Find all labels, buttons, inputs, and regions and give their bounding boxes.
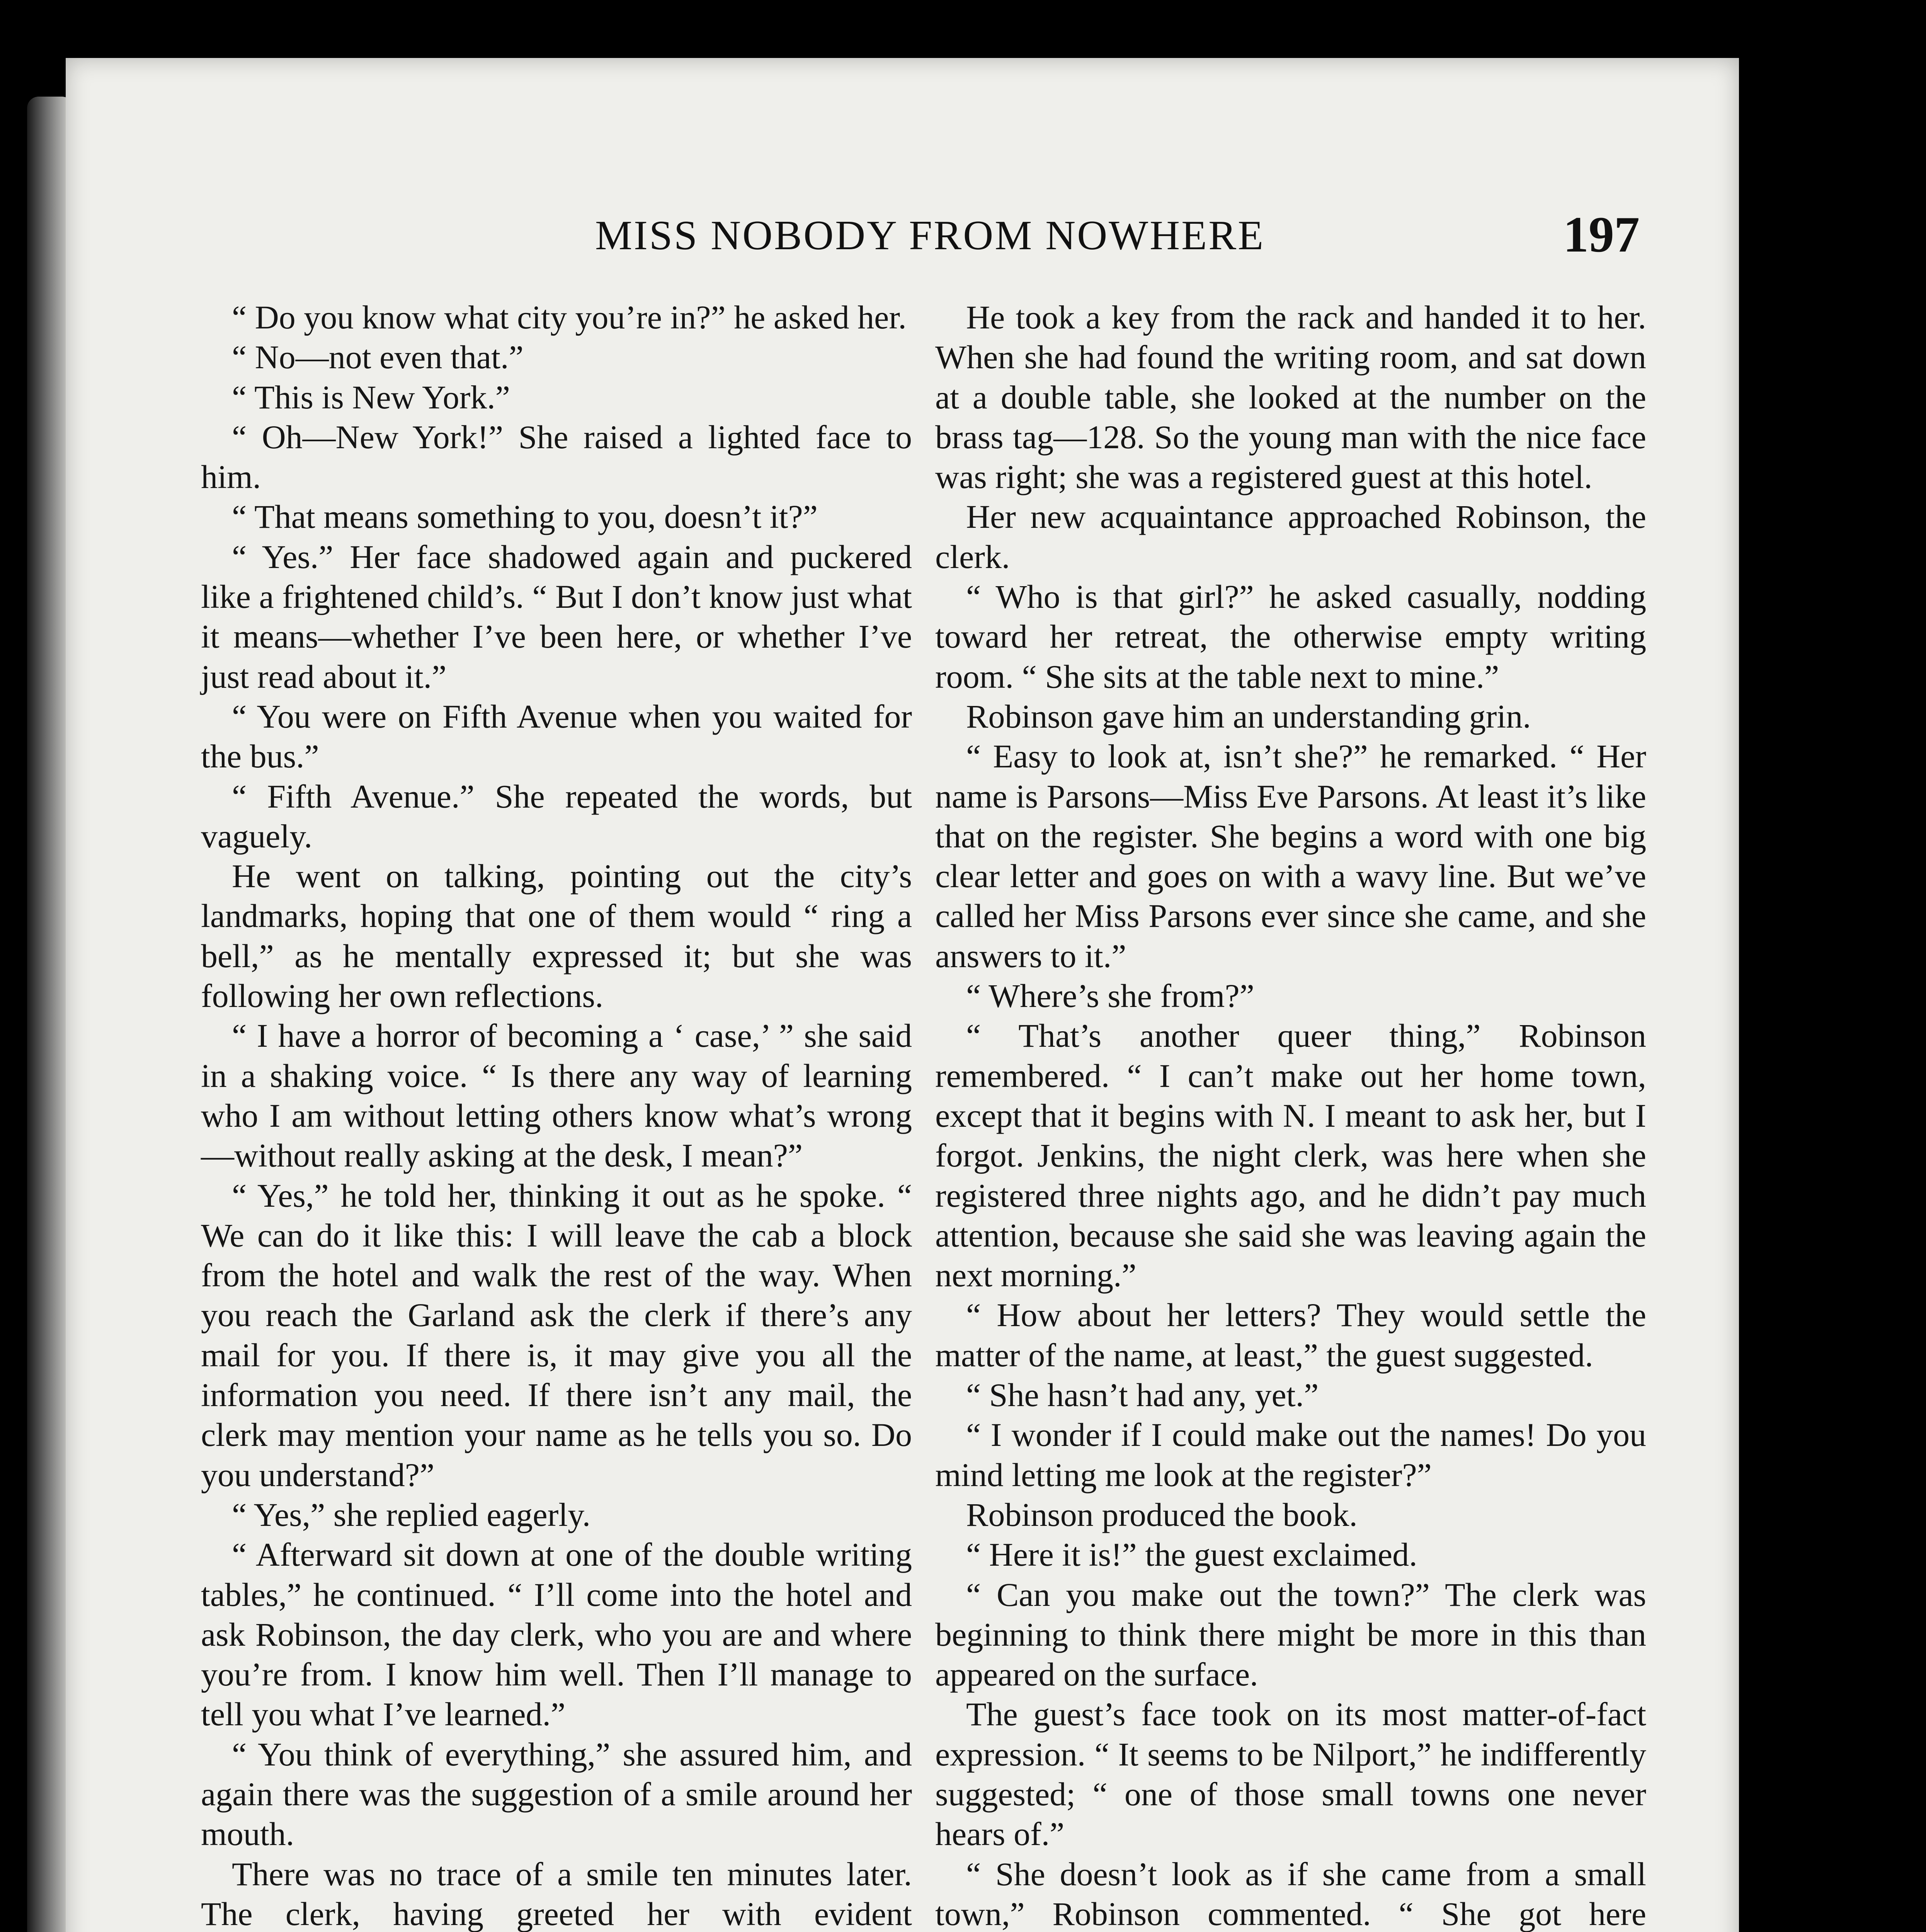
paragraph: “ No—not even that.” <box>232 338 524 376</box>
paragraph: “ Can you make out the town?” The clerk was beginning to think there might be more in this than appeared on the surface. <box>935 1576 1646 1693</box>
paragraph: “ How about her letters? They would settle the matter of the name, at least,” the guest suggested. <box>935 1296 1646 1374</box>
paragraph: “ This is New York.” <box>232 378 510 416</box>
left-text-column <box>201 298 912 1932</box>
paragraph: “ That means something to you, doesn’t it?” <box>232 498 818 536</box>
paragraph: Her new acquaintance approached Robinson, the clerk. <box>935 498 1646 575</box>
paragraph: “ Who is that girl?” he asked casually, nodding toward her retreat, the otherwise empty writing room. “ She sits at the table next to mine.” <box>935 578 1646 695</box>
paragraph: “ Here it is!” the guest exclaimed. <box>966 1536 1417 1573</box>
paragraph: “ I wonder if I could make out the names! Do you mind letting me look at the register?” <box>935 1416 1646 1493</box>
paragraph: “ Yes,” he told her, thinking it out as he spoke. “ We can do it like this: I will leave the cab a block from the hotel and walk the rest of the way. When you reach the Garland ask the clerk if there’s any mail for you. If there is, it may give you all the information you need. If there isn’t any mail, the clerk may mention your name as he tells you so. Do you understand?” <box>201 1177 912 1493</box>
paragraph: “ That’s another queer thing,” Robinson remembered. “ I can’t make out her home town, except that it begins with N. I meant to ask her, but I forgot. Jenkins, the night clerk, was here when she registered three nights ago, and he didn’t pay much attention, because she said she was leaving again the next morning.” <box>935 1017 1646 1294</box>
paragraph: “ Yes.” Her face shadowed again and puckered like a frightened child’s. “ But I don’t know just what it means—whether I’ve been here, or whether I’ve just read about it.” <box>201 538 912 695</box>
paragraph: He took a key from the rack and handed it to her. When she had found the writing room, and sat down at a double table, she looked at the number on the brass tag—128. So the young man with the nice face was right; she was a registered guest at this hotel. <box>935 299 1646 496</box>
paragraph: “ Where’s she from?” <box>966 977 1254 1015</box>
paragraph: “ I have a horror of becoming a ‘ case,’ ” she said in a shaking voice. “ Is there any way of learning who I am without letting others know what’s wrong—without really asking at the desk, I mean?” <box>201 1017 912 1174</box>
paragraph: “ Do you know what city you’re in?” he asked her. <box>232 299 907 336</box>
paragraph: “ You think of everything,” she assured him, and again there was the suggestion of a smile around her mouth. <box>201 1735 912 1853</box>
paragraph: He went on talking, pointing out the city’s landmarks, hoping that one of them would “ ring a bell,” as he mentally expressed it; but she was following her own reflections. <box>201 857 912 1015</box>
paragraph: Robinson produced the book. <box>966 1496 1358 1533</box>
paragraph: There was no trace of a smile ten minutes later. The clerk, having greeted her with evident <box>201 1855 912 1932</box>
paragraph: “ Afterward sit down at one of the double writing tables,” he continued. “ I’ll come into the hotel and ask Robinson, the day clerk, who you are and where you’re from. I know him well. Then I’ll manage to tell you what I’ve learned.” <box>201 1536 912 1733</box>
paragraph: “ Fifth Avenue.” She repeated the words, but vaguely. <box>201 777 912 855</box>
paragraph: “ She doesn’t look as if she came from a small town,” Robinson commented. “ She got here <box>935 1855 1646 1932</box>
page-number: 197 <box>1563 206 1640 263</box>
paragraph: “ Oh—New York!” She raised a lighted face to him. <box>201 418 912 496</box>
paragraph: “ You were on Fifth Avenue when you waited for the bus.” <box>201 697 912 775</box>
paragraph: “ She hasn’t had any, yet.” <box>966 1376 1319 1414</box>
paragraph: “ Easy to look at, isn’t she?” he remarked. “ Her name is Parsons—Miss Eve Parsons. At least it’s like that on the register. She begins a word with one big clear letter and goes on with a wavy line. But we’ve called her Miss Parsons ever since she came, and she answers to it.” <box>935 738 1646 975</box>
paragraph: “ Yes,” she replied eagerly. <box>232 1496 591 1533</box>
right-text-column <box>935 298 1646 1932</box>
running-title: MISS NOBODY FROM NOWHERE <box>595 213 1265 259</box>
paragraph: Robinson gave him an understanding grin. <box>966 697 1531 735</box>
paragraph: The guest’s face took on its most matter-of-fact expression. “ It seems to be Nilport,” he indifferently suggested; “ one of those small towns one never hears of.” <box>935 1696 1646 1853</box>
